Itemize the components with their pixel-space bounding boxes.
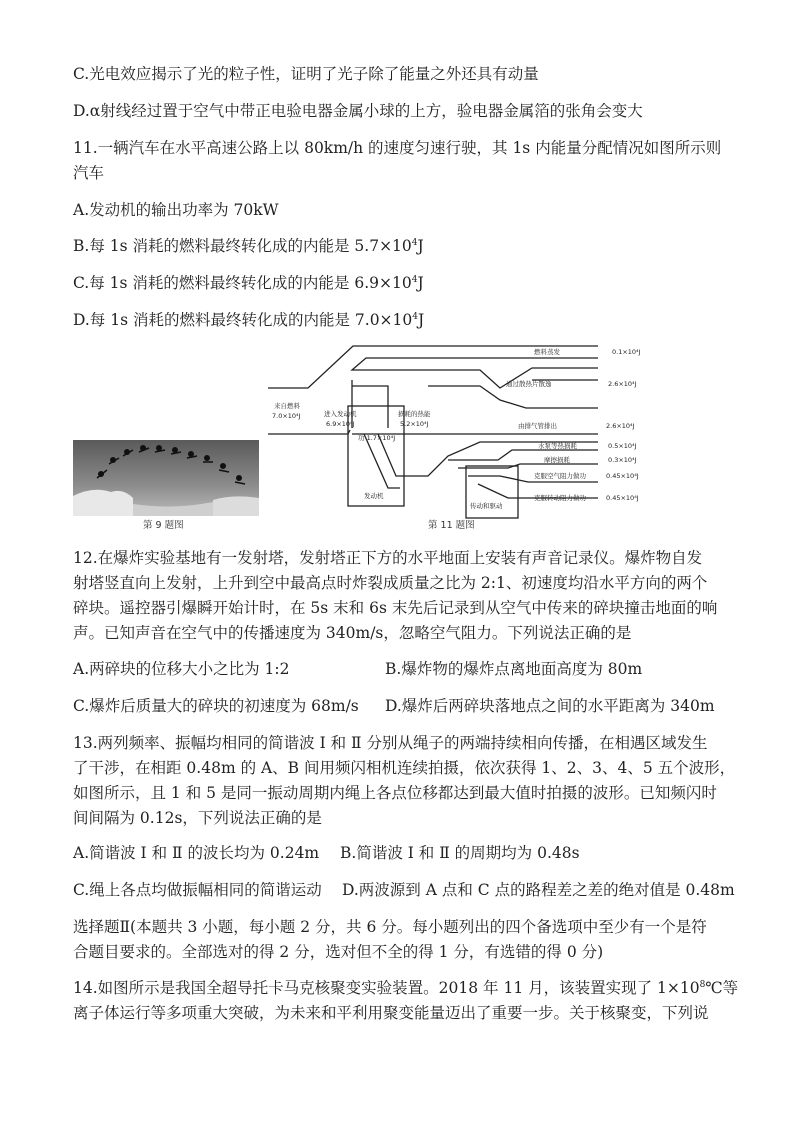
- q11-option-b: B.每 1s 消耗的燃料最终转化成的内能是 $5.7\times 10^4J$: [73, 237, 424, 255]
- value-friction: 0.3×10⁴J: [608, 456, 637, 464]
- label-fuel-evap: 燃料蒸发: [534, 348, 560, 356]
- figure-9: [73, 440, 259, 532]
- q12-option-c: C.爆炸后质量大的碎块的初速度为 68m/s: [73, 697, 359, 715]
- label-in-fuel: 来自燃料: [274, 402, 300, 410]
- value-engine-in: 6.9×10⁴J: [326, 420, 355, 428]
- value-in-fuel: 7.0×10⁴J: [272, 412, 301, 420]
- q13-stem-line3: 如图所示，且 1 和 5 是同一振动周期内绳上各点位移都达到最大值时拍摄的波形。已知频闪时: [73, 784, 717, 802]
- label-loss-heat: 损耗的热能: [398, 410, 431, 418]
- value-loss-heat: 5.2×10⁴J: [400, 420, 429, 428]
- label-pump: 水泵等热损耗: [538, 442, 577, 450]
- figure-11: [268, 338, 708, 534]
- value-radiator: 2.6×10⁴J: [608, 380, 637, 388]
- value-pump: 0.5×10⁴J: [608, 442, 637, 450]
- q13-stem-line4: 间间隔为 0.12s，下列说法正确的是: [73, 809, 322, 827]
- figure-11-caption: 第 11 题图: [428, 520, 475, 531]
- q13-stem-line1: 13.两列频率、振幅均相同的简谐波 Ⅰ 和 Ⅱ 分别从绳子的两端持续相向传播，在相遇区域发生: [73, 734, 708, 752]
- value-rolling: 0.45×10⁴J: [606, 494, 639, 502]
- label-transmission: 传动和驱动: [470, 502, 503, 510]
- label-engine: 发动机: [364, 492, 384, 500]
- q12-stem-line2: 射塔竖直向上发射，上升到空中最高点时炸裂成质量之比为 2:1、初速度均沿水平方向的两个: [73, 574, 708, 592]
- value-air: 0.45×10⁴J: [606, 472, 639, 480]
- q13-option-a: A.简谐波 Ⅰ 和 Ⅱ 的波长均为 0.24m: [73, 844, 320, 862]
- q14-stem-line1: 14.如图所示是我国全超导托卡马克核聚变实验装置。2018 年 11 月，该装置实现了 $1\times 10^8℃$等: [73, 979, 739, 997]
- label-rolling: 克服转动阻力做功: [534, 494, 586, 502]
- q12-option-d: D.爆炸后两碎块落地点之间的水平距离为 340m: [385, 697, 715, 715]
- label-radiator: 通过散热片散逸: [506, 380, 552, 388]
- q12-option-a: A.两碎块的位移大小之比为 1:2: [73, 660, 290, 678]
- q13-option-b: B.简谐波 Ⅰ 和 Ⅱ 的周期均为 0.48s: [340, 844, 580, 862]
- label-exhaust: 由排气管排出: [518, 422, 557, 430]
- q13-option-d: D.两波源到 A 点和 C 点的路程差之差的绝对值是 0.48m: [342, 881, 735, 899]
- value-exhaust: 2.6×10⁴J: [606, 422, 635, 430]
- q13-stem-line2: 了干涉，在相距 0.48m 的 A、B 间用频闪相机连续拍摄，依次获得 1、2、3、4、5 五个波形，: [73, 759, 736, 777]
- figure-9-caption: 第 9 题图: [143, 520, 184, 531]
- section-2-line1: 选择题Ⅱ(本题共 3 小题，每小题 2 分，共 6 分。每小题列出的四个备选项中至少有一个是符: [73, 918, 707, 936]
- ski-jump-photo: [73, 440, 259, 532]
- energy-flow-diagram: [268, 338, 708, 534]
- label-air: 克服空气阻力做功: [534, 472, 586, 480]
- q12-stem-line1: 12.在爆炸实验基地有一发射塔，发射塔正下方的水平地面上安装有声音记录仪。爆炸物自发: [73, 549, 703, 567]
- q14-stem-line2: 离子体运行等多项重大突破，为未来和平利用聚变能量迈出了重要一步。关于核聚变，下列说: [73, 1004, 709, 1022]
- q11-stem-line2: 汽车: [73, 164, 105, 182]
- q11-stem-line1: 11.一辆汽车在水平高速公路上以 80km/h 的速度匀速行驶，其 1s 内能量分配情况如图所示则: [73, 139, 722, 157]
- label-friction: 摩擦损耗: [544, 456, 570, 464]
- q11-option-d: D.每 1s 消耗的燃料最终转化成的内能是 $7.0\times 10^4J$: [73, 311, 425, 329]
- q11-option-c: C.每 1s 消耗的燃料最终转化成的内能是 $6.9\times 10^4J$: [73, 274, 424, 292]
- q10-option-c: C.光电效应揭示了光的粒子性，证明了光子除了能量之外还具有动量: [73, 65, 539, 83]
- section-2-line2: 合题目要求的。全部选对的得 2 分，选对但不全的得 1 分，有选错的得 0 分): [73, 943, 604, 961]
- q13-option-c: C.绳上各点均做振幅相同的简谐运动: [73, 881, 322, 899]
- label-work: 功 1.7×10⁴J: [358, 434, 396, 442]
- q12-option-b: B.爆炸物的爆炸点离地面高度为 80m: [385, 660, 643, 678]
- q11-option-a: A.发动机的输出功率为 70kW: [73, 201, 279, 219]
- q12-stem-line4: 声。已知声音在空气中的传播速度为 340m/s，忽略空气阻力。下列说法正确的是: [73, 624, 632, 642]
- q12-stem-line3: 碎块。遥控器引爆瞬开始计时，在 5s 末和 6s 末先后记录到从空气中传来的碎块撞击地面的响: [73, 599, 718, 617]
- q10-option-d: D.α射线经过置于空气中带正电验电器金属小球的上方，验电器金属箔的张角会变大: [73, 102, 643, 120]
- value-fuel-evap: 0.1×10⁴J: [612, 348, 641, 356]
- label-engine-in: 进入发动机: [324, 410, 357, 418]
